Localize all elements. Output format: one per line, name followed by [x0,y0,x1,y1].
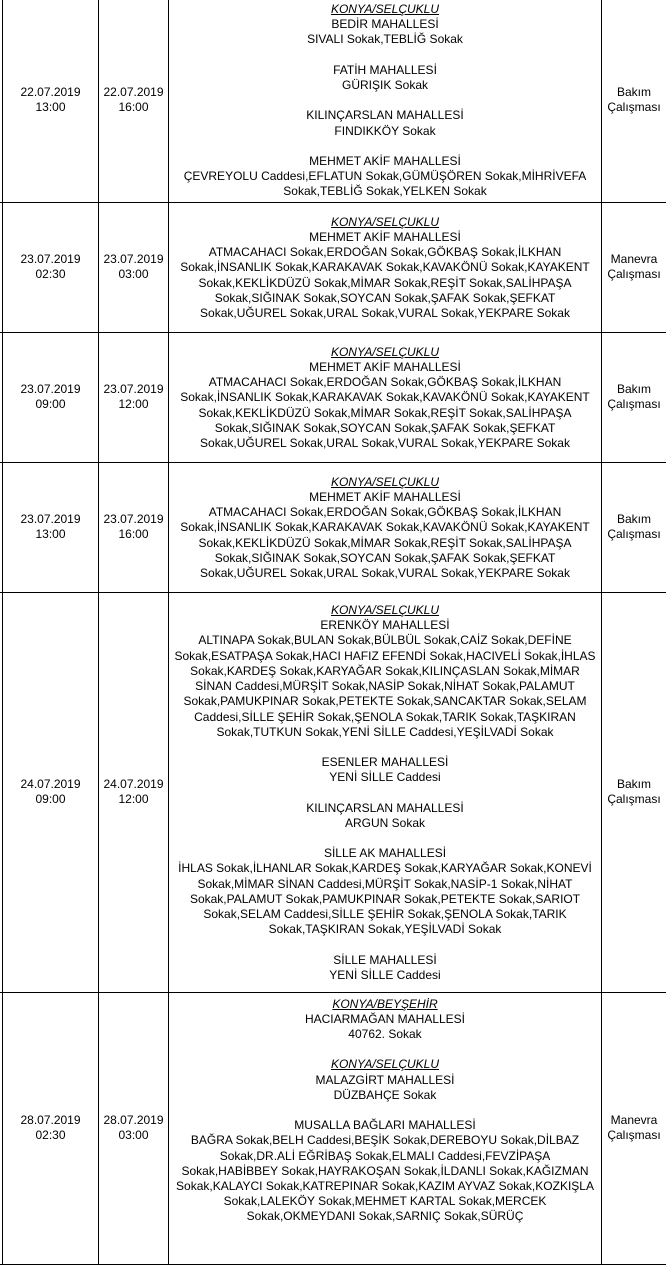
start-cell [3,462,99,592]
work-type: Bakım [602,777,666,792]
end-time: 16:00 [99,100,168,115]
location-cell [169,592,602,992]
start-cell [3,202,99,332]
work-type-cell [602,462,666,592]
end-cell [99,202,169,332]
start-time: 13:00 [3,527,98,542]
end-cell [99,462,169,592]
location-cell [169,202,602,332]
start-date: 23.07.2019 [3,512,98,527]
streets: İHLAS Sokak,İLHANLAR Sokak,KARDEŞ Sokak,KARYAĞAR Sokak,KONEVİ Sokak,MİMAR SİNAN Caddesi,MÜRŞİT Sokak,NASİP-1 Sokak,NİHAT Sokak,PALAMUT Sokak,PAMUKPINAR Sokak,PETEKTE Sokak,SARIOT Sokak,SELAM Caddesi,SİLLE ŞEHİR Sokak,ŞENOLA Sokak,TARIK Sokak,TAŞKIRAN Sokak,YEŞİLVADİ Sokak [171,861,599,937]
end-cell [99,992,169,1264]
start-time: 09:00 [3,397,98,412]
start-date: 23.07.2019 [3,252,98,267]
streets: DÜZBAHÇE Sokak [171,1088,599,1103]
work-type-cell [602,0,666,202]
streets: ATMACAHACI Sokak,ERDOĞAN Sokak,GÖKBAŞ Sokak,İLKHAN Sokak,İNSANLIK Sokak,KARAKAVAK Sokak,KAVAKÖNÜ Sokak,KAYAKENT Sokak,KEKLİKDÜZÜ Sokak,MİMAR Sokak,REŞİT Sokak,SALİHPAŞA Sokak,SIĞINAK Sokak,SOYCAN Sokak,ŞAFAK Sokak,ŞEFKAT Sokak,UĞUREL Sokak,URAL Sokak,VURAL Sokak,YEKPARE Sokak [171,505,599,581]
start-time: 02:30 [3,267,98,282]
work-type-suffix: Çalışması [602,397,666,412]
location-title: KONYA/SELÇUKLU [171,2,599,17]
neighborhood: KILINÇARSLAN MAHALLESİ [171,801,599,816]
neighborhood: SİLLE AK MAHALLESİ [171,846,599,861]
end-date: 22.07.2019 [99,85,168,100]
start-date: 23.07.2019 [3,382,98,397]
start-cell [3,332,99,462]
end-date: 23.07.2019 [99,512,168,527]
streets: ARGUN Sokak [171,816,599,831]
start-time: 02:30 [3,1128,98,1143]
work-type-suffix: Çalışması [602,100,666,115]
neighborhood: BEDİR MAHALLESİ [171,17,599,32]
location-title: KONYA/SELÇUKLU [171,1057,599,1072]
end-time: 16:00 [99,527,168,542]
end-time: 12:00 [99,397,168,412]
start-cell [3,592,99,992]
streets: 40762. Sokak [171,1027,599,1042]
table-row [0,592,666,992]
location-title: KONYA/SELÇUKLU [171,215,599,230]
neighborhood: KILINÇARSLAN MAHALLESİ [171,108,599,123]
streets: ALTINAPA Sokak,BULAN Sokak,BÜLBÜL Sokak,CAİZ Sokak,DEFİNE Sokak,ESATPAŞA Sokak,HACI HAFIZ EFENDİ Sokak,HACIVELİ Sokak,İHLAS Sokak,KARDEŞ Sokak,KARYAĞAR Sokak,KILINÇASLAN Sokak,MİMAR SİNAN Caddesi,MÜRŞİT Sokak,NASİP Sokak,NİHAT Sokak,PALAMUT Sokak,PAMUKPINAR Sokak,PETEKTE Sokak,SANCAKTAR Sokak,SELAM Caddesi,SİLLE ŞEHİR Sokak,ŞENOLA Sokak,TARIK Sokak,TAŞKIRAN Sokak,TUTKUN Sokak,YENİ SİLLE Caddesi,YEŞİLVADİ Sokak [171,633,599,739]
streets: FINDIKKÖY Sokak [171,124,599,139]
end-date: 23.07.2019 [99,382,168,397]
work-type-suffix: Çalışması [602,792,666,807]
work-type: Bakım [602,85,666,100]
neighborhood: MUSALLA BAĞLARI MAHALLESİ [171,1118,599,1133]
end-time: 12:00 [99,792,168,807]
start-time: 13:00 [3,100,98,115]
table-row [0,202,666,332]
work-type-suffix: Çalışması [602,527,666,542]
end-date: 28.07.2019 [99,1113,168,1128]
streets: ATMACAHACI Sokak,ERDOĞAN Sokak,GÖKBAŞ Sokak,İLKHAN Sokak,İNSANLIK Sokak,KARAKAVAK Sokak,KAVAKÖNÜ Sokak,KAYAKENT Sokak,KEKLİKDÜZÜ Sokak,MİMAR Sokak,REŞİT Sokak,SALİHPAŞA Sokak,SIĞINAK Sokak,SOYCAN Sokak,ŞAFAK Sokak,ŞEFKAT Sokak,UĞUREL Sokak,URAL Sokak,VURAL Sokak,YEKPARE Sokak [171,375,599,451]
table-row [0,332,666,462]
neighborhood: HACIARMAĞAN MAHALLESİ [171,1012,599,1027]
start-cell [3,0,99,202]
neighborhood: MEHMET AKİF MAHALLESİ [171,360,599,375]
end-time: 03:00 [99,1128,168,1143]
work-type: Bakım [602,382,666,397]
neighborhood: ERENKÖY MAHALLESİ [171,618,599,633]
neighborhood: FATİH MAHALLESİ [171,63,599,78]
table-row [0,0,666,202]
end-time: 03:00 [99,267,168,282]
table-row [0,992,666,1264]
location-title: KONYA/SELÇUKLU [171,603,599,618]
work-type: Manevra [602,1113,666,1128]
neighborhood: MEHMET AKİF MAHALLESİ [171,230,599,245]
end-cell [99,332,169,462]
work-type-cell [602,992,666,1264]
streets: SIVALI Sokak,TEBLİĞ Sokak [171,32,599,47]
work-type-cell [602,592,666,992]
work-type-suffix: Çalışması [602,267,666,282]
neighborhood: MEHMET AKİF MAHALLESİ [171,490,599,505]
start-time: 09:00 [3,792,98,807]
neighborhood: MALAZGİRT MAHALLESİ [171,1073,599,1088]
start-cell [3,992,99,1264]
work-type-suffix: Çalışması [602,1128,666,1143]
start-date: 24.07.2019 [3,777,98,792]
location-cell [169,992,602,1264]
streets: YENİ SİLLE Caddesi [171,968,599,983]
location-title: KONYA/SELÇUKLU [171,345,599,360]
streets: ÇEVREYOLU Caddesi,EFLATUN Sokak,GÜMÜŞÖREN Sokak,MİHRİVEFA Sokak,TEBLİĞ Sokak,YELKEN Sokak [171,169,599,199]
end-cell [99,0,169,202]
work-type: Bakım [602,512,666,527]
end-date: 23.07.2019 [99,252,168,267]
start-date: 22.07.2019 [3,85,98,100]
streets: ATMACAHACI Sokak,ERDOĞAN Sokak,GÖKBAŞ Sokak,İLKHAN Sokak,İNSANLIK Sokak,KARAKAVAK Sokak,KAVAKÖNÜ Sokak,KAYAKENT Sokak,KEKLİKDÜZÜ Sokak,MİMAR Sokak,REŞİT Sokak,SALİHPAŞA Sokak,SIĞINAK Sokak,SOYCAN Sokak,ŞAFAK Sokak,ŞEFKAT Sokak,UĞUREL Sokak,URAL Sokak,VURAL Sokak,YEKPARE Sokak [171,245,599,321]
location-cell [169,332,602,462]
work-type-cell [602,202,666,332]
start-date: 28.07.2019 [3,1113,98,1128]
table-row [0,462,666,592]
streets: YENİ SİLLE Caddesi [171,770,599,785]
neighborhood: SİLLE MAHALLESİ [171,953,599,968]
work-type: Manevra [602,252,666,267]
streets: GÜRIŞIK Sokak [171,78,599,93]
location-cell [169,0,602,202]
streets: BAĞRA Sokak,BELH Caddesi,BEŞİK Sokak,DEREBOYU Sokak,DİLBAZ Sokak,DR.ALİ EĞRİBAŞ Sokak,ELMALI Caddesi,FEVZİPAŞA Sokak,HABİBBEY Sokak,HAYRAKOŞAN Sokak,İLDANLI Sokak,KAĞIZMAN Sokak,KALAYCI Sokak,KATREPINAR Sokak,KAZIM AYVAZ Sokak,KOZKIŞLA Sokak,LALEKÖY Sokak,MEHMET KARTAL Sokak,MERCEK Sokak,OKMEYDANI Sokak,SARNIÇ Sokak,SÜRÜÇ [171,1133,599,1224]
neighborhood: ESENLER MAHALLESİ [171,755,599,770]
location-title: KONYA/BEYŞEHİR [171,997,599,1012]
location-cell [169,462,602,592]
end-date: 24.07.2019 [99,777,168,792]
work-type-cell [602,332,666,462]
end-cell [99,592,169,992]
neighborhood: MEHMET AKİF MAHALLESİ [171,154,599,169]
location-title: KONYA/SELÇUKLU [171,475,599,490]
